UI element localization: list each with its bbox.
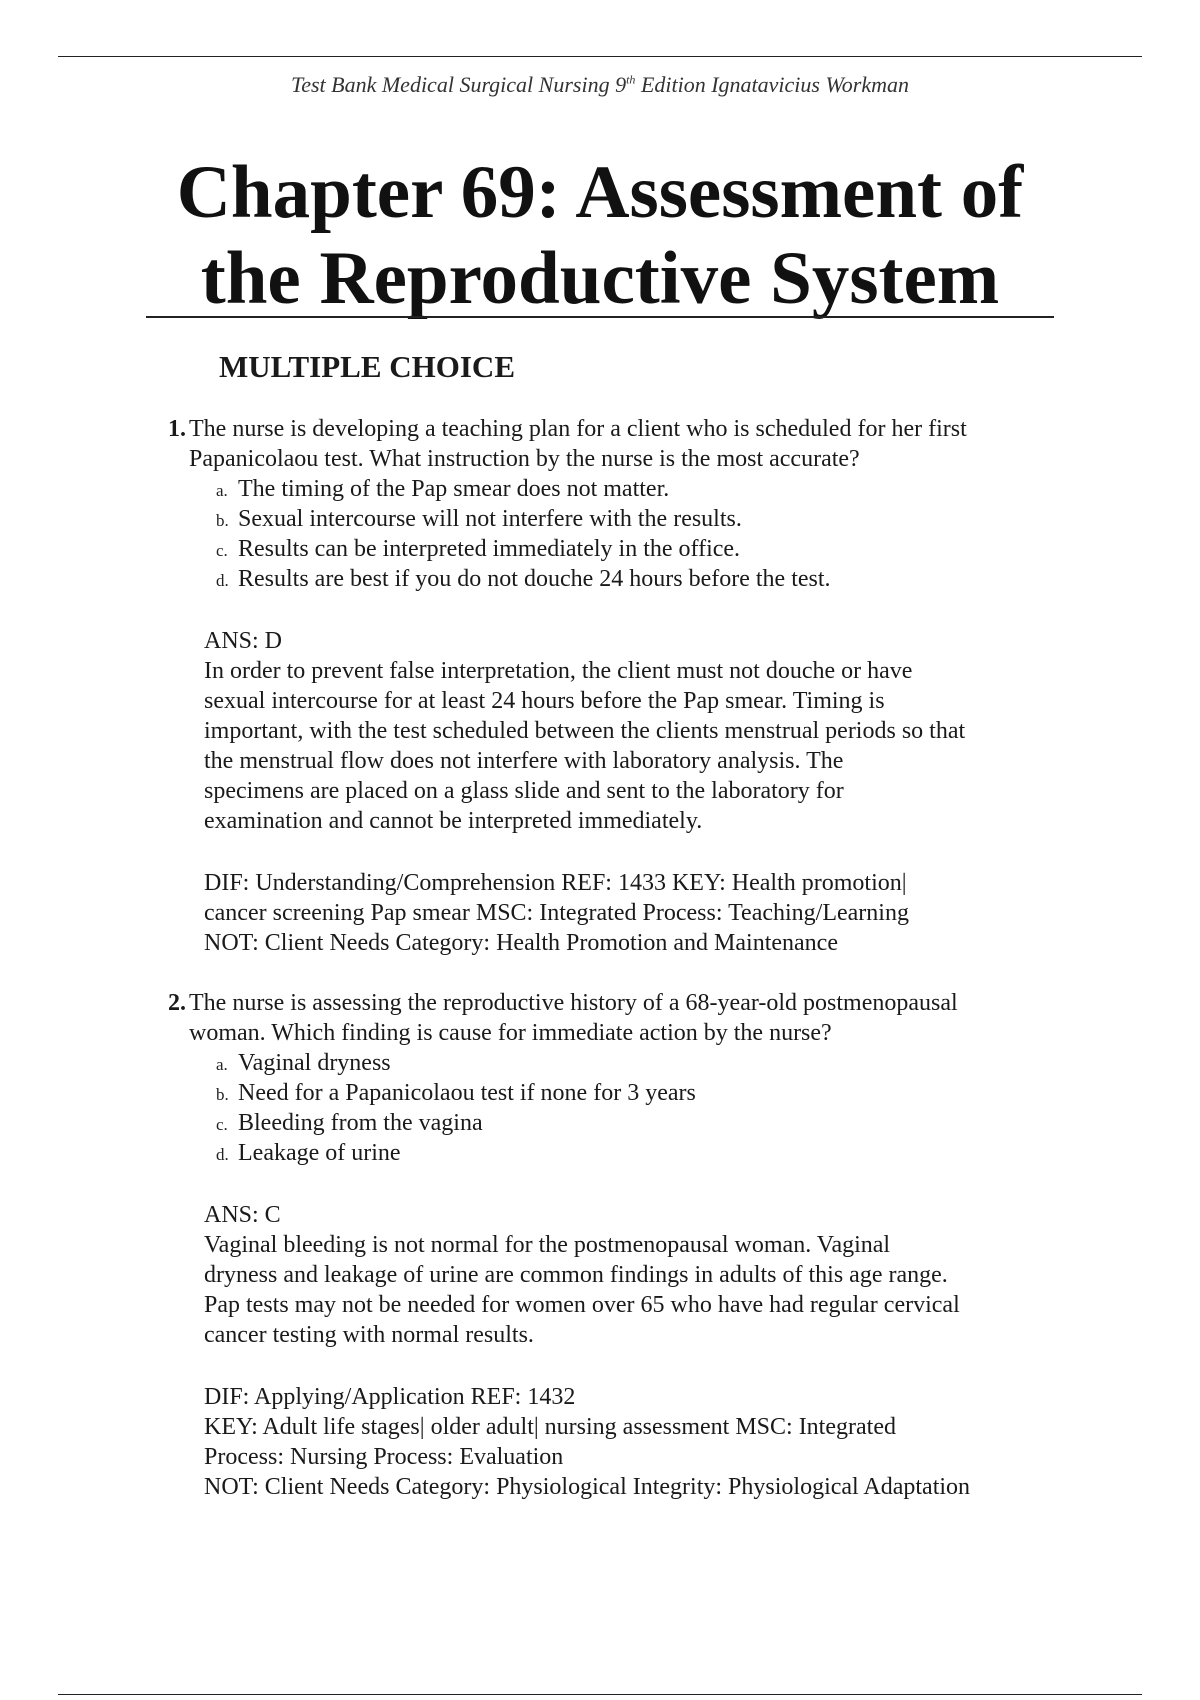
choice-text: Vaginal dryness [238, 1050, 391, 1076]
choice-letter: b. [216, 511, 229, 530]
answer-key: ANS: D [204, 628, 283, 654]
answer-choices [216, 1048, 1076, 1168]
choice-letter: b. [216, 1085, 229, 1104]
answer-choice-a [216, 1048, 1076, 1078]
choice-text: Leakage of urine [238, 1140, 401, 1166]
rationale [204, 656, 1084, 836]
choice-letter: a. [216, 1055, 228, 1074]
choice-text: Results can be interpreted immediately in the office. [238, 536, 741, 562]
rationale-line: dryness and leakage of urine are common findings in adults of this age range. [204, 1262, 948, 1288]
choice-letter: a. [216, 481, 228, 500]
rationale-line: important, with the test scheduled between the clients menstrual periods so that [204, 718, 966, 744]
title-rule [146, 316, 1054, 318]
metadata-line: NOT: Client Needs Category: Health Promotion and Maintenance [204, 930, 838, 956]
choice-text: The timing of the Pap smear does not matter. [238, 476, 670, 502]
metadata-line: DIF: Understanding/Comprehension REF: 1433 KEY: Health promotion| [204, 870, 907, 896]
answer-choices [216, 474, 1076, 594]
metadata-line: DIF: Applying/Application REF: 1432 [204, 1384, 576, 1410]
choice-letter: c. [216, 1115, 228, 1134]
chapter-title-line-2: the Reproductive System [200, 237, 1000, 320]
answer-key: ANS: C [204, 1202, 281, 1228]
rationale-line: the menstrual flow does not interfere with laboratory analysis. The [204, 748, 844, 774]
question-number: 1. [168, 416, 186, 442]
metadata-line: cancer screening Pap smear MSC: Integrated Process: Teaching/Learning [204, 900, 909, 926]
question-metadata [204, 868, 1084, 958]
answer-choice-b [216, 504, 1076, 534]
metadata-line: NOT: Client Needs Category: Physiological Integrity: Physiological Adaptation [204, 1474, 971, 1500]
running-head-superscript: th [626, 72, 636, 87]
question-stem-line: Papanicolaou test. What instruction by the nurse is the most accurate? [189, 446, 860, 472]
top-rule [58, 56, 1142, 57]
answer-choice-d [216, 564, 1076, 594]
chapter-title [146, 150, 1054, 322]
rationale-line: sexual intercourse for at least 24 hours before the Pap smear. Timing is [204, 688, 885, 714]
running-head-text: Test Bank Medical Surgical Nursing 9 [291, 72, 627, 97]
question-stem-line: woman. Which finding is cause for immediate action by the nurse? [189, 1020, 832, 1046]
answer-choice-c [216, 1108, 1076, 1138]
choice-letter: d. [216, 571, 229, 590]
running-head-text-end: Edition Ignatavicius Workman [635, 72, 909, 97]
answer-choice-a [216, 474, 1076, 504]
choice-text: Results are best if you do not douche 24 hours before the test. [238, 566, 831, 592]
choice-text: Bleeding from the vagina [238, 1110, 483, 1136]
rationale-line: specimens are placed on a glass slide and sent to the laboratory for [204, 778, 844, 804]
choice-text: Need for a Papanicolaou test if none for 3 years [238, 1080, 696, 1106]
metadata-line: KEY: Adult life stages| older adult| nursing assessment MSC: Integrated [204, 1414, 896, 1440]
rationale-line: cancer testing with normal results. [204, 1322, 534, 1348]
rationale-line: Pap tests may not be needed for women over 65 who have had regular cervical [204, 1292, 960, 1318]
rationale [204, 1230, 1084, 1350]
running-head [0, 72, 1200, 98]
rationale-line: Vaginal bleeding is not normal for the postmenopausal woman. Vaginal [204, 1232, 891, 1258]
question-stem [189, 988, 1069, 1048]
question-metadata [204, 1382, 1084, 1502]
choice-text: Sexual intercourse will not interfere with the results. [238, 506, 742, 532]
choice-letter: d. [216, 1145, 229, 1164]
answer-choice-c [216, 534, 1076, 564]
metadata-line: Process: Nursing Process: Evaluation [204, 1444, 564, 1470]
question-stem [189, 414, 1069, 474]
answer-choice-b [216, 1078, 1076, 1108]
question-stem-line: The nurse is developing a teaching plan for a client who is scheduled for her first [189, 416, 967, 442]
question-stem-line: The nurse is assessing the reproductive history of a 68-year-old postmenopausal [189, 990, 958, 1016]
section-heading: MULTIPLE CHOICE [219, 349, 515, 384]
rationale-line: examination and cannot be interpreted immediately. [204, 808, 703, 834]
choice-letter: c. [216, 541, 228, 560]
bottom-rule [58, 1694, 1142, 1695]
answer-choice-d [216, 1138, 1076, 1168]
question-number: 2. [168, 990, 186, 1016]
chapter-title-line-1: Chapter 69: Assessment of [176, 151, 1024, 234]
rationale-line: In order to prevent false interpretation, the client must not douche or have [204, 658, 913, 684]
